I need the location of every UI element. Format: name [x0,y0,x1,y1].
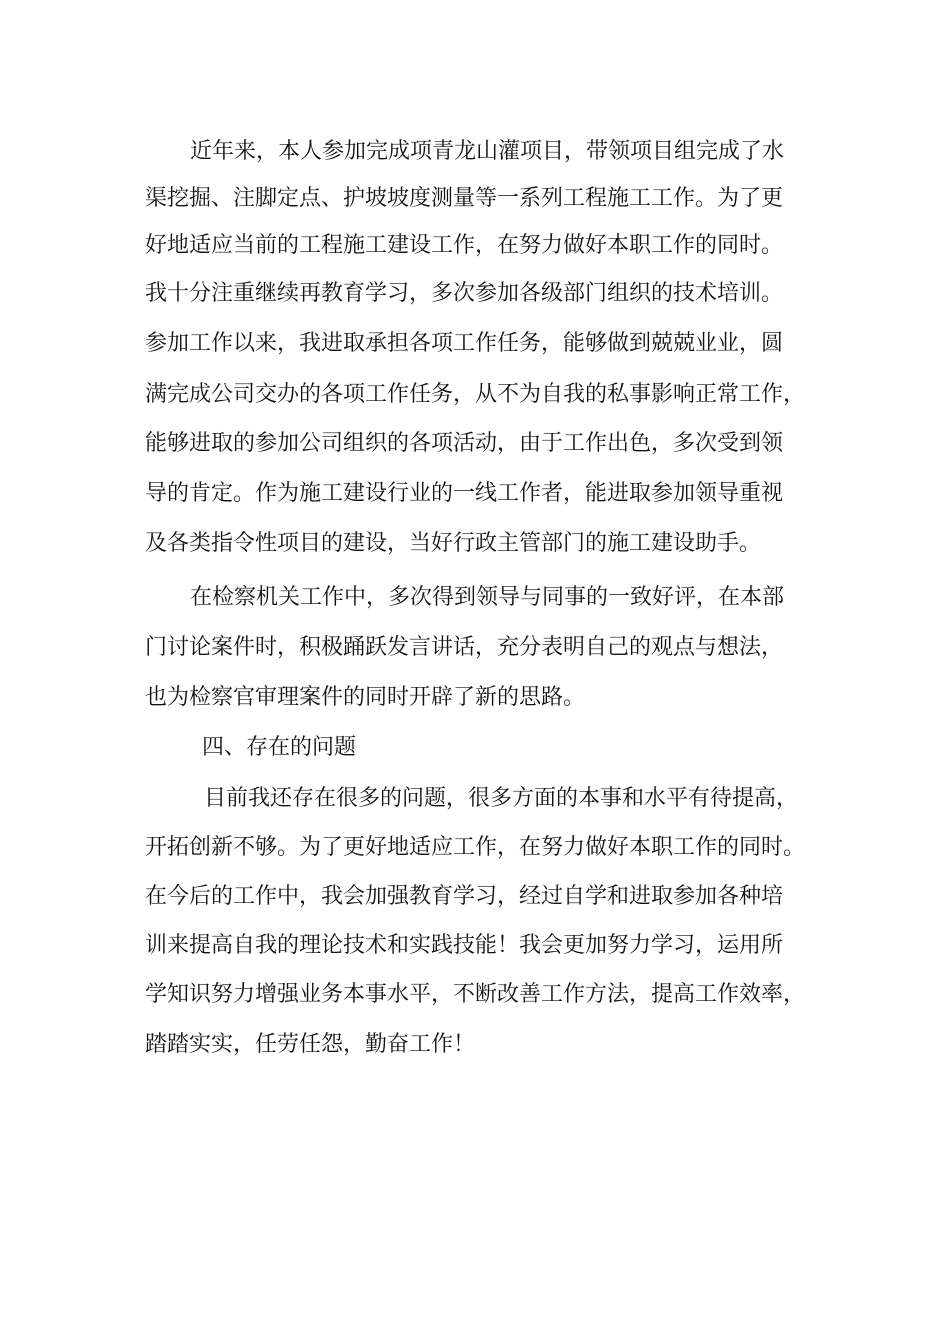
paragraph-1-line-8: 导的肯定。作为施工建设行业的一线工作者，能进取参加领导重视 [145,481,784,506]
paragraph-2-line-1: 在检察机关工作中，多次得到领导与同事的一致好评，在本部 [190,585,785,610]
paragraph-1-line-2: 渠挖掘、注脚定点、护坡坡度测量等一系列工程施工工作。为了更 [145,186,784,211]
paragraph-1-line-5: 参加工作以来，我进取承担各项工作任务，能够做到兢兢业业，圆 [145,331,784,356]
paragraph-4-line-5: 学知识努力增强业务本事水平，不断改善工作方法，提高工作效率， [145,982,806,1007]
paragraph-4-line-4: 训来提高自我的理论技术和实践技能！我会更加努力学习，运用所 [145,933,784,958]
paragraph-1-line-1: 近年来，本人参加完成项青龙山灌项目，带领项目组完成了水 [190,139,785,164]
paragraph-2-line-3: 也为检察官审理案件的同时开辟了新的思路。 [145,685,586,710]
paragraph-4-line-2: 开拓创新不够。为了更好地适应工作，在努力做好本职工作的同时。 [145,835,806,860]
paragraph-4-line-3: 在今后的工作中，我会加强教育学习，经过自学和进取参加各种培 [145,884,784,909]
paragraph-1-line-4: 我十分注重继续再教育学习，多次参加各级部门组织的技术培训。 [145,281,784,306]
paragraph-1-line-7: 能够进取的参加公司组织的各项活动，由于工作出色，多次受到领 [145,431,784,456]
paragraph-4-line-1: 目前我还存在很多的问题，很多方面的本事和水平有待提高， [204,786,799,811]
paragraph-1-line-6: 满完成公司交办的各项工作任务，从不为自我的私事影响正常工作， [145,382,806,407]
paragraph-1-line-9: 及各类指令性项目的建设，当好行政主管部门的施工建设助手。 [145,531,762,556]
paragraph-2-line-2: 门讨论案件时，积极踊跃发言讲话，充分表明自己的观点与想法， [145,635,784,660]
paragraph-4-line-6: 踏踏实实，任劳任怨，勤奋工作！ [145,1032,476,1057]
section-heading: 四、存在的问题 [202,735,357,760]
paragraph-1-line-3: 好地适应当前的工程施工建设工作，在努力做好本职工作的同时。 [145,233,784,258]
